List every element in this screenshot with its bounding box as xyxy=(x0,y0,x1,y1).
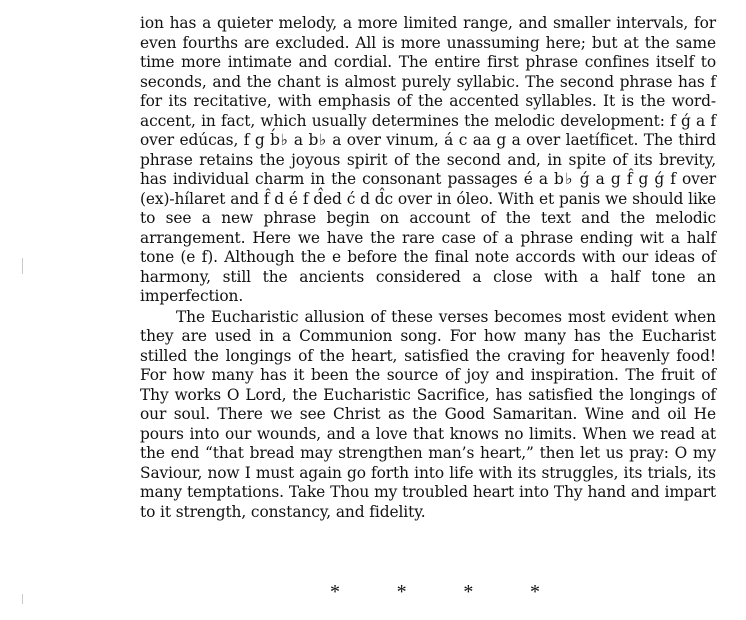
margin-mark xyxy=(22,594,23,604)
paragraph-2: The Eucharistic allusion of these verses becomes most evident when they are used in a Communion song. For how many has the Eucharist stilled the longings of the heart, satisfied the craving for heavenly food! For how many has it been the source of joy and inspiration. The fruit of Thy works O Lord, the Eucharistic Sacrifice, has satisfied the longings of our soul. There we see Christ as the Good Samaritan. Wine and oil He pours into our wounds, and a love that knows no limits. When we read at the end “that bread may strengthen man’s heart,” then let us pray: O my Saviour, now I must again go forth into life with its struggles, its trials, its many temptations. Take Thou my troubled heart into Thy hand and impart to it strength, constancy, and fidelity. xyxy=(140,307,716,521)
separator-star: * xyxy=(463,581,474,603)
separator-star: * xyxy=(396,581,407,603)
section-separator xyxy=(330,581,540,604)
document-body xyxy=(140,14,716,522)
separator-star: * xyxy=(330,581,340,603)
paragraph-1: ion has a quieter melody, a more limited range, and smaller intervals, for even fourths are excluded. All is more unassuming here; but at the same time more intimate and cordial. The entire first phrase confines itself to seconds, and the chant is almost purely syllabic. The second phrase has f for its recitative, with emphasis of the accented syllables. It is the word-accent, in fact, which usually determines the melodic development: f ǵ a f over edúcas, f g b́♭ a b♭ a over vinum, á c aa g a over laetíficet. The third phrase retains the joyous spirit of the second and, in spite of its brevity, has individual charm in the consonant passages é a b♭ ǵ a g f̂ g ǵ f over (ex)-hílaret and f̂ d é f d̂ed ć d d̂c over in óleo. With et panis we should like to see a new phrase begin on account of the text and the melodic arrangement. Here we have the rare case of a phrase ending wit a half tone (e f). Although the e before the final note accords with our ideas of harmony, still the ancients considered a close with a half tone an imperfection. xyxy=(140,14,716,305)
separator-star: * xyxy=(529,581,540,603)
margin-mark xyxy=(22,258,23,274)
